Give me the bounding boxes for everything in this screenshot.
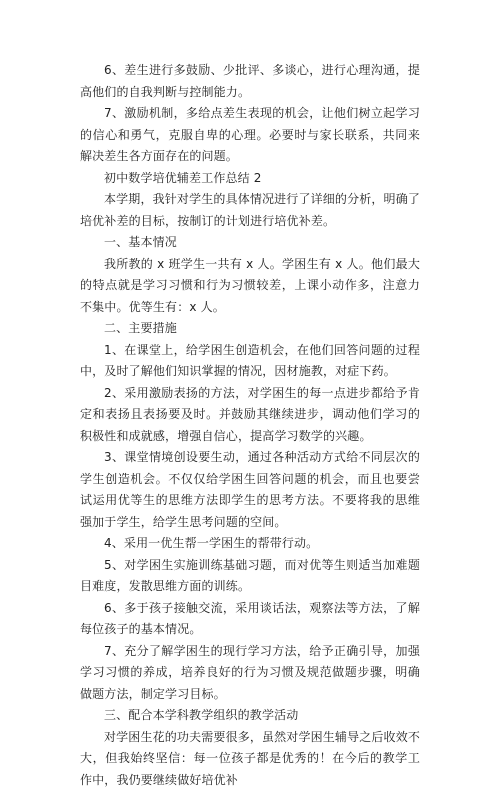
paragraph-item-7: 7、激励机制，多给点差生表现的机会，让他们树立起学习的信心和勇气，克服自卑的心理。必要时与家长联系，共同来解决差生各方面存在的问题。 bbox=[80, 103, 420, 168]
paragraph-basic-situation: 我所教的 x 班学生一共有 x 人。学困生有 x 人。他们最大的特点就是学习习惯和行为习惯较差，上课小动作多，注意力不集中。优等生有：x 人。 bbox=[80, 254, 420, 319]
measure-item-5: 5、对学困生实施训练基础习题，而对优等生则适当加难题目难度，发散思维方面的训练。 bbox=[80, 555, 420, 598]
section-heading-main-measures: 二、主要措施 bbox=[80, 318, 420, 340]
measure-item-4: 4、采用一优生帮一学困生的帮带行动。 bbox=[80, 533, 420, 555]
measure-item-2: 2、采用激励表扬的方法，对学困生的每一点进步都给予肯定和表扬且表扬要及时。并鼓励其继续进步，调动他们学习的积极性和成就感，增强自信心，提高学习数学的兴趣。 bbox=[80, 383, 420, 448]
document-body bbox=[80, 60, 420, 791]
measure-item-6: 6、多于孩子接触交流，采用谈话法，观察法等方法，了解每位孩子的基本情况。 bbox=[80, 598, 420, 641]
measure-item-1: 1、在课堂上，给学困生创造机会，在他们回答问题的过程中，及时了解他们知识掌握的情况，因材施教，对症下药。 bbox=[80, 340, 420, 383]
section-heading-basic-situation: 一、基本情况 bbox=[80, 232, 420, 254]
measure-item-7: 7、充分了解学困生的现行学习方法，给予正确引导，加强学习习惯的养成，培养良好的行为习惯及规范做题步骤，明确做题方法，制定学习目标。 bbox=[80, 641, 420, 706]
paragraph-intro: 本学期，我针对学生的具体情况进行了详细的分析，明确了培优补差的目标，按制订的计划进行培优补差。 bbox=[80, 189, 420, 232]
paragraph-item-6: 6、差生进行多鼓励、少批评、多谈心，进行心理沟通，提高他们的自我判断与控制能力。 bbox=[80, 60, 420, 103]
paragraph-teaching-activities: 对学困生花的功夫需要很多，虽然对学困生辅导之后收效不大，但我始终坚信：每一位孩子都是优秀的！在今后的教学工作中，我仍要继续做好培优补 bbox=[80, 727, 420, 791]
section-heading-teaching-activities: 三、配合本学科教学组织的教学活动 bbox=[80, 705, 420, 727]
section-title-summary-2: 初中数学培优辅差工作总结 2 bbox=[80, 168, 420, 190]
measure-item-3: 3、课堂情境创设要生动，通过各种活动方式给不同层次的学生创造机会。不仅仅给学困生回答问题的机会，而且也要尝试运用优等生的思维方法即学生的思考方法。不要将我的思维强加于学生，给学生思考问题的空间。 bbox=[80, 447, 420, 533]
